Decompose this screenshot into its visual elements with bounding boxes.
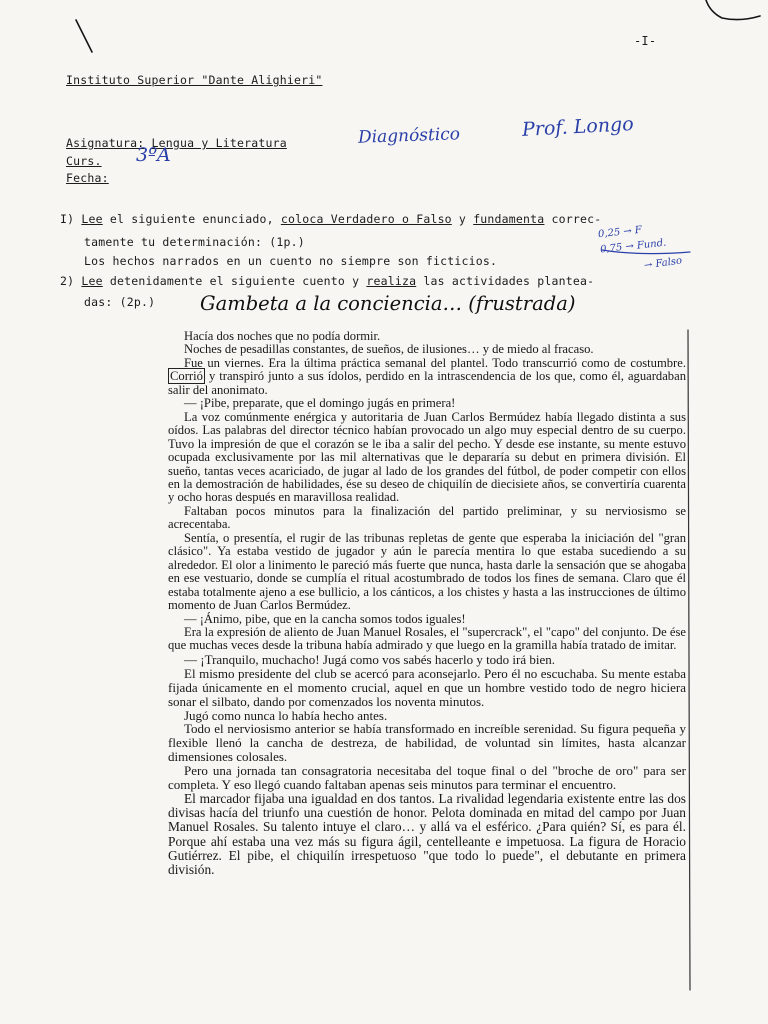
question-1-text-c: correc- [544, 212, 602, 226]
question-2-line-2: das: (2p.) [84, 295, 156, 309]
handwritten-grading-3: → Falso [643, 255, 683, 272]
story-paragraph: Faltaban pocos minutos para la finalización del partido preliminar, y su nerviosismo se acrecentaba. [168, 503, 686, 532]
story-paragraph: El marcador fijaba una igualdad en dos tantos. La rivalidad legendaria existente entre las dos divisas hacía del triunfo una cuestión de honor. Pelota dominada en mitad del campo por Juan Manuel Rosales. Su talento intuye el claro… y allá va el esférico. ¿Para quién? Sí, es para él. Porque ahí estaba una vez más su figura ágil, centelleante e impetuosa. La figura de Horacio Gutiérrez. El pibe, el chiquilín irrespetuoso "que todo lo puede", el debutante en primera división. [168, 790, 686, 877]
story-paragraph: Jugó como nunca lo había hecho antes. [184, 707, 388, 723]
story-paragraph-text: Fue un viernes. Era la última práctica semanal del plantel. Todo transcurrió como de costumbre. [184, 355, 686, 370]
question-2-number: 2) [60, 274, 75, 288]
story-paragraph: La voz comúnmente enérgica y autoritaria de Juan Carlos Bermúdez había llegado distinta a sus oídos. Las palabras del director técnico habían provocado un algo muy especial dentro de su cuerpo. Tuvo la impresión de que el corazón se le iba a salir del pecho. Y desde ese instante, su mente estuvo ocupada exclusivamente por las mil alternativas que le depararía su debut en primera división. El sueño, tantas veces acariciado, de jugar al lado de los grandes del fútbol, de poder competir con ellos en la demostración de habilidades, ése su deseo de chiquilín de diecisiete años, se convertiría cuarenta y ocho horas después en maravillosa realidad. [168, 409, 686, 505]
story-dialogue: — ¡Ánimo, pibe, que en la cancha somos todos iguales! [184, 611, 466, 626]
handwritten-grading-2: 0,75 → Fund. [599, 237, 667, 256]
handwritten-professor: Prof. Longo [521, 113, 635, 141]
question-1-number: I) [60, 212, 75, 226]
question-1-statement: Los hechos narrados en un cuento no siempre son ficticios. [84, 254, 498, 268]
institute-name: Instituto Superior "Dante Alighieri" [66, 73, 323, 87]
story-paragraph: Noches de pesadillas constantes, de sueños, de ilusiones… y de miedo al fracaso. [184, 342, 594, 357]
page-number: -I- [634, 34, 657, 48]
question-1-verb-lee: Lee [81, 212, 103, 226]
subject-line [66, 136, 287, 150]
story-paragraph: Sentía, o presentía, el rugir de las tribunas repletas de gente que esperaba la iniciación del "gran clásico". Ya estaba vestido de jugador y aún le parecía mentira lo que estaba sucediendo a su alrededor. El olor a linimento le pareció más fuerte que nunca, hasta darle la sensación que se ahogaba en ese vestuario, donde se cumplía el ritual acostumbrado de todos los fines de semana. Claro que él estaba totalmente ajeno a ese bullicio, a los cánticos, a los chistes y hasta a las instrucciones de último momento de Juan Carlos Bermúdez. [168, 530, 686, 613]
question-2-verb-realiza: realiza [366, 274, 417, 288]
question-1-text-a: el siguiente enunciado, [102, 212, 281, 226]
handwritten-course: 3ºA [136, 144, 171, 166]
story-paragraph-with-box [168, 357, 686, 397]
question-2-text-a: detenidamente el siguiente cuento y [102, 274, 367, 288]
question-1-text-b: y [451, 212, 474, 226]
story-paragraph-text: y transpiró junto a sus ídolos, perdido en la intrascendencia de los que, como él, aguardaban salir del anonimato. [168, 369, 686, 397]
story-body [168, 330, 686, 877]
story-paragraph: Todo el nerviosismo anterior se había transformado en increíble serenidad. Su figura pequeña y flexible llenó la cancha de destreza, de habilidad, de voluntad sin límites, hasta alcanzar dimensiones colosales. [168, 721, 686, 765]
course-label: Curs. [66, 154, 102, 168]
story-title: Gambeta a la conciencia… (frustrada) [200, 292, 576, 315]
question-2-text-b: las actividades plantea- [416, 274, 595, 288]
story-paragraph: El mismo presidente del club se acercó para aconsejarlo. Pero él no escuchaba. Su mente estaba fijada únicamente en el momento crucial, aquel en que un hombre vestido todo de negro hiciera sonar el silbato, dando por comenzados los noventa minutos. [168, 665, 686, 709]
story-dialogue: — ¡Tranquilo, muchacho! Jugá como vos sabés hacerlo y todo irá bien. [184, 651, 556, 667]
boxed-word-corrio: Corrió [170, 369, 203, 384]
question-1-verb-fundamenta: fundamenta [473, 212, 545, 226]
question-2-line-1 [60, 274, 594, 288]
question-1-line-2: tamente tu determinación: (1p.) [84, 235, 305, 249]
story-dialogue: — ¡Pibe, preparate, que el domingo jugás en primera! [184, 396, 456, 411]
subject-value: Lengua y Literatura [151, 136, 287, 150]
question-1-line-1 [60, 212, 601, 226]
story-paragraph: Hacía dos noches que no podía dormir. [184, 329, 381, 343]
question-1-verb-coloca: coloca Verdadero o Falso [280, 212, 452, 226]
subject-label: Asignatura: [66, 136, 145, 150]
handwritten-grading-1: 0,25 → F [597, 224, 643, 241]
story-paragraph: Pero una jornada tan consagratoria necesitaba del toque final o del "broche de oro" para ser completa. Y eso llegó cuando faltaban apenas seis minutos para terminar el encuentro. [168, 763, 686, 793]
date-label: Fecha: [66, 171, 109, 185]
story-paragraph: Era la expresión de aliento de Juan Manuel Rosales, el "supercrack", el "capo" del conjunto. De ése que muchas veces desde la tribuna había admirado y que luego en la gramilla había tratado de imitar. [168, 624, 686, 653]
handwritten-diagnostic: Diagnóstico [357, 124, 461, 148]
question-2-verb-lee: Lee [81, 274, 103, 288]
